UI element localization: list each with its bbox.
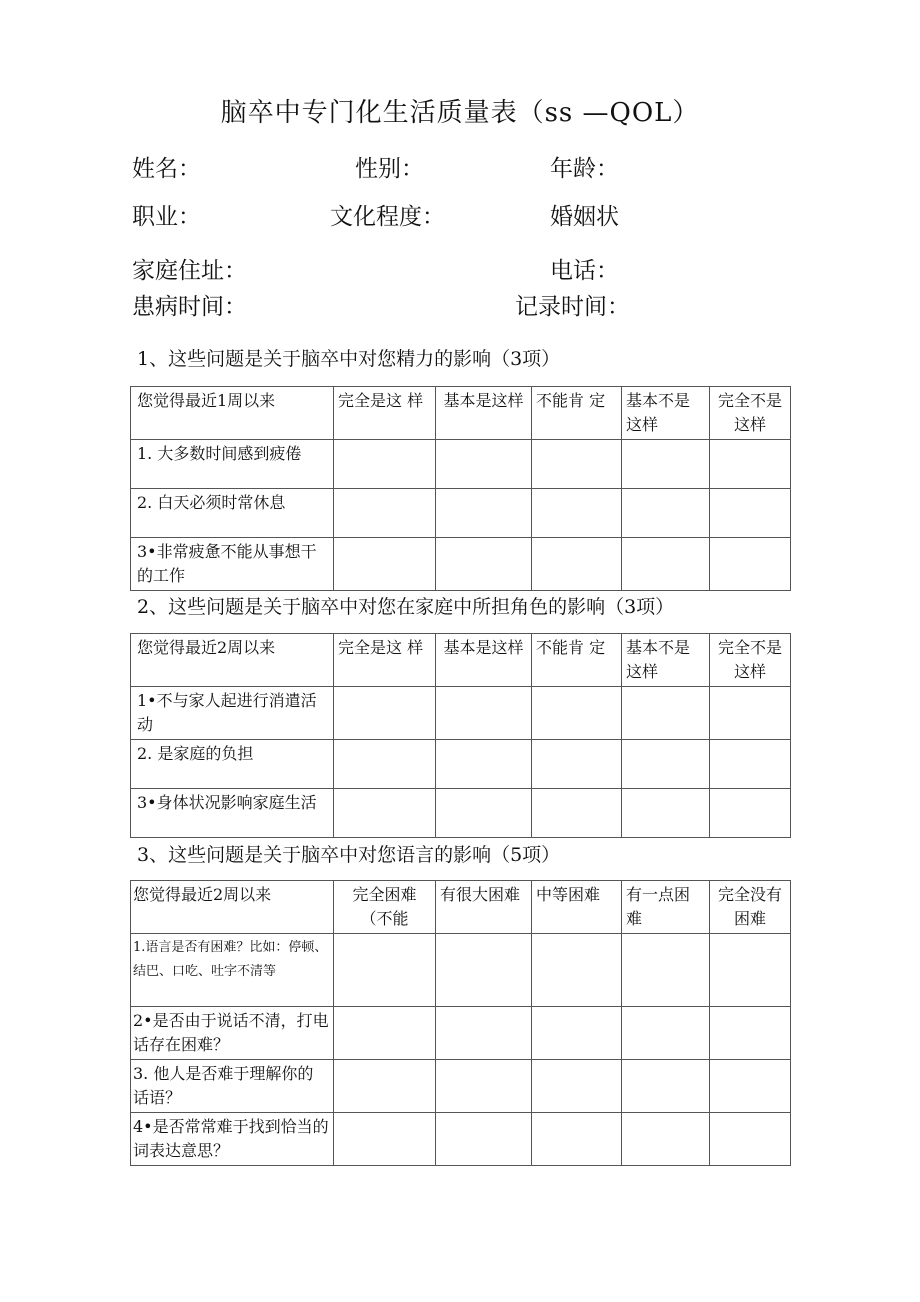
answer-cell[interactable]	[436, 934, 532, 1007]
header-cell: 您觉得最近2周以来	[131, 881, 334, 934]
answer-cell[interactable]	[710, 489, 791, 538]
answer-cell[interactable]	[710, 1060, 791, 1113]
answer-cell[interactable]	[532, 687, 622, 740]
answer-cell[interactable]	[334, 1007, 436, 1060]
answer-cell[interactable]	[334, 489, 436, 538]
answer-cell[interactable]	[622, 489, 710, 538]
answer-cell[interactable]	[436, 1060, 532, 1113]
header-cell: 基本不是这样	[622, 387, 710, 440]
answer-cell[interactable]	[532, 740, 622, 789]
age-label: 年龄：	[550, 156, 619, 182]
answer-cell[interactable]	[710, 1007, 791, 1060]
section-1-table	[130, 386, 791, 591]
answer-cell[interactable]	[334, 740, 436, 789]
table-header-row	[131, 881, 791, 934]
answer-cell[interactable]	[334, 538, 436, 591]
table-row	[131, 740, 791, 789]
table-row	[131, 440, 791, 489]
question-cell: 3•身体状况影响家庭生活	[131, 789, 334, 838]
header-cell: 完全没有困难	[710, 881, 791, 934]
answer-cell[interactable]	[334, 934, 436, 1007]
question-cell: 1.语言是否有困难？比如：停顿、结巴、口吃、吐字不清等	[131, 934, 334, 1007]
answer-cell[interactable]	[436, 489, 532, 538]
answer-cell[interactable]	[436, 1007, 532, 1060]
answer-cell[interactable]	[622, 1060, 710, 1113]
question-cell: 2. 白天必须时常休息	[131, 489, 334, 538]
answer-cell[interactable]	[436, 687, 532, 740]
table-header-row	[131, 634, 791, 687]
table-row	[131, 1113, 791, 1166]
header-cell: 中等困难	[532, 881, 622, 934]
answer-cell[interactable]	[532, 789, 622, 838]
question-cell: 2. 是家庭的负担	[131, 740, 334, 789]
section-3-heading: 3、这些问题是关于脑卒中对您语言的影响（5项）	[137, 844, 561, 866]
answer-cell[interactable]	[710, 440, 791, 489]
table-row	[131, 489, 791, 538]
answer-cell[interactable]	[436, 789, 532, 838]
answer-cell[interactable]	[532, 538, 622, 591]
answer-cell[interactable]	[334, 440, 436, 489]
header-cell: 完全不是这样	[710, 387, 791, 440]
marital-status-label: 婚姻状	[550, 204, 619, 230]
answer-cell[interactable]	[622, 1113, 710, 1166]
answer-cell[interactable]	[622, 789, 710, 838]
answer-cell[interactable]	[622, 934, 710, 1007]
table-row	[131, 687, 791, 740]
answer-cell[interactable]	[622, 440, 710, 489]
record-time-label: 记录时间：	[515, 294, 630, 320]
header-cell: 基本不是这样	[622, 634, 710, 687]
table-row	[131, 789, 791, 838]
header-cell: 您觉得最近2周以来	[131, 634, 334, 687]
answer-cell[interactable]	[532, 1007, 622, 1060]
header-cell: 完全不是这样	[710, 634, 791, 687]
answer-cell[interactable]	[710, 687, 791, 740]
answer-cell[interactable]	[334, 789, 436, 838]
answer-cell[interactable]	[622, 740, 710, 789]
answer-cell[interactable]	[436, 440, 532, 489]
answer-cell[interactable]	[334, 1113, 436, 1166]
answer-cell[interactable]	[334, 1060, 436, 1113]
header-cell: 不能肯 定	[532, 387, 622, 440]
question-cell: 4•是否常常难于找到恰当的词表达意思？	[131, 1113, 334, 1166]
table-row	[131, 1060, 791, 1113]
answer-cell[interactable]	[622, 1007, 710, 1060]
table-row	[131, 538, 791, 591]
phone-label: 电话：	[550, 258, 619, 284]
answer-cell[interactable]	[532, 1113, 622, 1166]
address-label: 家庭住址：	[132, 258, 247, 284]
question-cell: 3•非常疲惫不能从事想干的工作	[131, 538, 334, 591]
header-cell: 有很大困难	[436, 881, 532, 934]
answer-cell[interactable]	[436, 740, 532, 789]
answer-cell[interactable]	[622, 687, 710, 740]
answer-cell[interactable]	[710, 1113, 791, 1166]
section-1-heading: 1、这些问题是关于脑卒中对您精力的影响（3项）	[137, 348, 561, 370]
answer-cell[interactable]	[710, 740, 791, 789]
section-2-heading: 2、这些问题是关于脑卒中对您在家庭中所担角色的影响（3项）	[137, 596, 675, 618]
name-label: 姓名：	[132, 156, 201, 182]
answer-cell[interactable]	[710, 789, 791, 838]
table-row	[131, 934, 791, 1007]
answer-cell[interactable]	[436, 1113, 532, 1166]
header-cell: 基本是这样	[436, 387, 532, 440]
question-cell: 1. 大多数时间感到疲倦	[131, 440, 334, 489]
table-header-row	[131, 387, 791, 440]
section-3-table	[130, 880, 791, 1166]
table-row	[131, 1007, 791, 1060]
header-cell: 不能肯 定	[532, 634, 622, 687]
gender-label: 性别：	[355, 156, 424, 182]
header-cell: 您觉得最近1周以来	[131, 387, 334, 440]
education-label: 文化程度：	[330, 204, 445, 230]
question-cell: 2•是否由于说话不清，打电话存在困难？	[131, 1007, 334, 1060]
header-cell: 完全是这 样	[334, 387, 436, 440]
answer-cell[interactable]	[334, 687, 436, 740]
answer-cell[interactable]	[532, 1060, 622, 1113]
question-cell: 3. 他人是否难于理解你的话语？	[131, 1060, 334, 1113]
header-cell: 完全是这 样	[334, 634, 436, 687]
answer-cell[interactable]	[532, 934, 622, 1007]
header-cell: 完全困难（不能	[334, 881, 436, 934]
occupation-label: 职业：	[132, 204, 201, 230]
answer-cell[interactable]	[710, 934, 791, 1007]
answer-cell[interactable]	[622, 538, 710, 591]
answer-cell[interactable]	[532, 440, 622, 489]
header-cell: 有一点困难	[622, 881, 710, 934]
question-cell: 1•不与家人起进行消遣活动	[131, 687, 334, 740]
answer-cell[interactable]	[710, 538, 791, 591]
page-title: 脑卒中专门化生活质量表（ss —QOL）	[220, 98, 700, 128]
onset-time-label: 患病时间：	[132, 294, 247, 320]
answer-cell[interactable]	[532, 489, 622, 538]
section-2-table	[130, 633, 791, 838]
answer-cell[interactable]	[436, 538, 532, 591]
header-cell: 基本是这样	[436, 634, 532, 687]
